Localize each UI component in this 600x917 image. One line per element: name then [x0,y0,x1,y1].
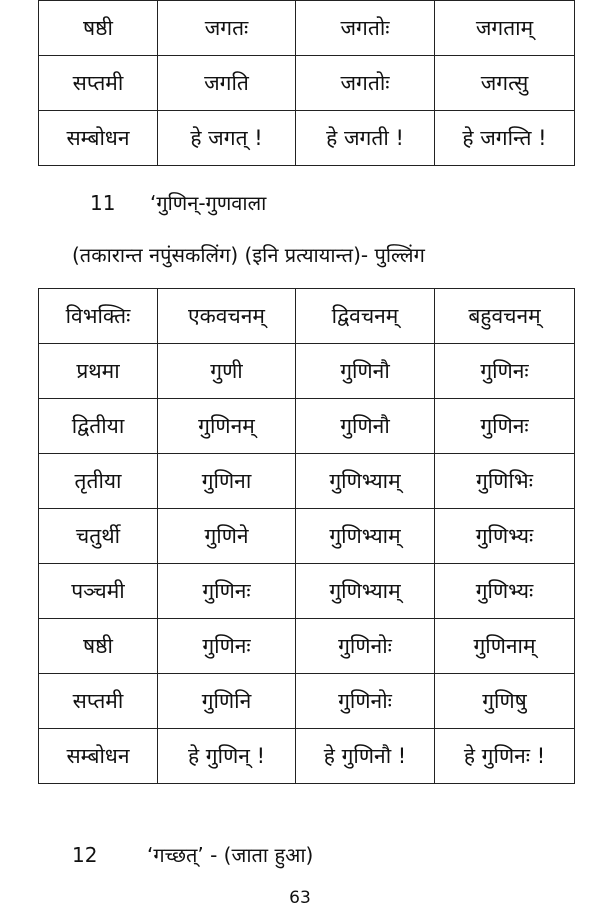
case-name-cell: प्रथमा [39,344,158,399]
section-subtitle: (तकारान्त नपुंसकलिंग) (इनि प्रत्यायान्त)- पुल्लिंग [72,243,425,267]
case-name-cell: सप्तमी [39,674,158,729]
singular-cell: हे जगत् ! [158,111,296,166]
plural-cell: गुणिभिः [435,454,575,509]
plural-cell: गुणिनाम् [435,619,575,674]
singular-cell: गुणिना [158,454,296,509]
section-title: ‘गच्छत्’ - (जाता हुआ) [147,843,314,867]
table-row [39,56,575,111]
page-number: 63 [289,888,311,908]
column-header-dual: द्विवचनम् [296,289,435,344]
singular-cell: गुणिनः [158,619,296,674]
table-row [39,564,575,619]
dual-cell: गुणिनौ [296,399,435,454]
section-title: ‘गुणिन्-गुणवाला [150,191,267,215]
case-name-cell: षष्ठी [39,619,158,674]
singular-cell: जगतः [158,1,296,56]
declension-table-jagat [38,0,575,166]
table-row [39,729,575,784]
declension-table-gunin [38,288,575,784]
section-heading-12 [72,841,313,868]
table-row [39,674,575,729]
singular-cell: गुणिने [158,509,296,564]
plural-cell: गुणिनः [435,344,575,399]
case-name-cell: द्वितीया [39,399,158,454]
table-row [39,619,575,674]
case-name-cell: चतुर्थी [39,509,158,564]
plural-cell: गुणिभ्यः [435,509,575,564]
dual-cell: गुणिनौ [296,344,435,399]
section-number: 12 [72,843,98,867]
dual-cell: गुणिभ्याम् [296,509,435,564]
dual-cell: गुणिभ्याम् [296,454,435,509]
dual-cell: गुणिभ्याम् [296,564,435,619]
dual-cell: हे गुणिनौ ! [296,729,435,784]
table-row [39,1,575,56]
dual-cell: जगतोः [296,1,435,56]
case-name-cell: सप्तमी [39,56,158,111]
plural-cell: गुणिषु [435,674,575,729]
case-name-cell: सम्बोधन [39,729,158,784]
table-row [39,111,575,166]
plural-cell: हे गुणिनः ! [435,729,575,784]
plural-cell: हे जगन्ति ! [435,111,575,166]
case-name-cell: पञ्चमी [39,564,158,619]
case-name-cell: सम्बोधन [39,111,158,166]
plural-cell: जगताम् [435,1,575,56]
section-heading-11 [90,189,266,216]
dual-cell: हे जगती ! [296,111,435,166]
singular-cell: गुणिनः [158,564,296,619]
table-row [39,509,575,564]
singular-cell: जगति [158,56,296,111]
singular-cell: गुणिनि [158,674,296,729]
table-row [39,399,575,454]
case-name-cell: षष्ठी [39,1,158,56]
column-header-case: विभक्तिः [39,289,158,344]
column-header-plural: बहुवचनम् [435,289,575,344]
singular-cell: गुणी [158,344,296,399]
plural-cell: जगत्सु [435,56,575,111]
table-header-row [39,289,575,344]
dual-cell: गुणिनोः [296,619,435,674]
table-row [39,344,575,399]
plural-cell: गुणिनः [435,399,575,454]
singular-cell: हे गुणिन् ! [158,729,296,784]
case-name-cell: तृतीया [39,454,158,509]
plural-cell: गुणिभ्यः [435,564,575,619]
singular-cell: गुणिनम् [158,399,296,454]
section-number: 11 [90,191,116,215]
column-header-singular: एकवचनम् [158,289,296,344]
dual-cell: जगतोः [296,56,435,111]
dual-cell: गुणिनोः [296,674,435,729]
table-row [39,454,575,509]
